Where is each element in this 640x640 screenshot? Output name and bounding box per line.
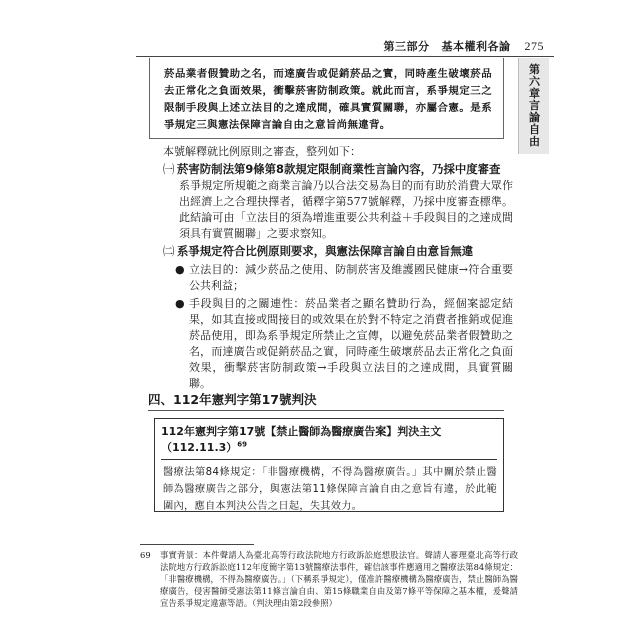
side-tab-chapter: 第六章 <box>529 63 540 100</box>
header-rule <box>136 56 554 57</box>
main-body <box>163 144 513 392</box>
bullet-text: 手段與目的之關連性：菸品業者之顯名贊助行為，經個案認定結果，如其直接或間接目的或效果在於對不特定之消費者推銷或促進菸品使用，即為系爭規定所禁止之宣傳，以避免菸品業者假贊助之名，而達廣告或促銷菸品之實，同時產生破壞菸品去正常化之負面效果，衝擊菸害防制政策→手段與立法目的之達成間，具實質關聯。 <box>189 297 513 390</box>
footnote-ref: 69 <box>237 440 248 449</box>
verdict-title-text: 112年憲判字第17號【禁止醫師為醫療廣告案】判決主文（112.11.3） <box>161 425 442 454</box>
running-header <box>384 38 545 54</box>
verdict-box <box>154 418 504 512</box>
section-1-title: 菸害防制法第9條第8款規定限制商業性言論內容，乃採中度審查 <box>177 162 501 176</box>
bullet-icon: ● <box>175 263 185 276</box>
side-tab-subject: 言論自由 <box>529 99 540 148</box>
verdict-body: 醫療法第84條規定：「非醫療機構，不得為醫療廣告。」其中關於禁止醫師為醫療廣告之部分，與憲法第11條保障言論自由之意旨有違，於此範圍內，應自本判決公告之日起，失其效力。 <box>163 467 497 512</box>
bullet-item <box>173 262 513 294</box>
footnote <box>140 549 518 609</box>
bullet-icon: ● <box>175 297 185 310</box>
section-2-title: 系爭規定符合比例原則要求，與憲法保障言論自由意旨無違 <box>177 244 474 258</box>
section-1-heading <box>163 160 513 178</box>
verdict-title <box>161 423 497 460</box>
page-number: 275 <box>524 39 544 53</box>
section-2-number: ㈡ <box>163 244 175 258</box>
bullet-text: 立法目的：減少菸品之使用、防制菸害及維護國民健康→符合重要公共利益； <box>189 263 513 292</box>
chapter-side-tab <box>518 58 549 154</box>
intro-text: 本號解釋就比例原則之審查，整列如下： <box>163 145 361 158</box>
footnote-rule <box>140 544 254 545</box>
section-4-heading: 四、112年憲判字第17號判決 <box>148 392 317 407</box>
footnote-text: 事實背景：本件聲請人為臺北高等行政法院地方行政訴訟庭想股法官。聲請人審理臺北高等行政法院地方行政訴訟庭112年度簡字第13號醫療法事件，確信該事件應適用之醫療法第84條規定：「非醫療機構，不得為醫療廣告。」（下稱系爭規定），僅准許醫療機構為醫療廣告，禁止醫師為醫療廣告，侵害醫師受憲法第11條言論自由、第15條職業自由及第7條平等保障之基本權，爰聲請宣告系爭規定違憲等語。（判決理由第2段參照） <box>160 550 518 608</box>
footnote-number: 69 <box>140 550 151 560</box>
section-1-text: 系爭規定所規範之商業言論乃以合法交易為目的而有助於消費大眾作出經濟上之合理抉擇者，循釋字第577號解釋，乃採中度審查標準。此結論可由「立法目的須為增進重要公共利益＋手段與目的之達成間須具有實質關聯」之要求察知。 <box>179 179 513 240</box>
bullet-item <box>173 296 513 392</box>
section-4-rule <box>148 410 504 411</box>
header-title: 基本權利各論 <box>441 40 511 53</box>
section-1-number: ㈠ <box>163 162 175 176</box>
quotation-text: 菸品業者假贊助之名，而達廣告或促銷菸品之實，同時產生破壞菸品去正常化之負面效果，衝擊菸害防制政策。就此而言，系爭規定三之限制手段與上述立法目的之達成間，確具實質關聯，亦屬合憲。是系爭規定三與憲法保障言論自由之意旨尚無違背。 <box>164 68 492 131</box>
quotation-box <box>149 58 504 139</box>
section-2-heading <box>163 242 513 260</box>
header-part: 第三部分 <box>383 40 430 53</box>
